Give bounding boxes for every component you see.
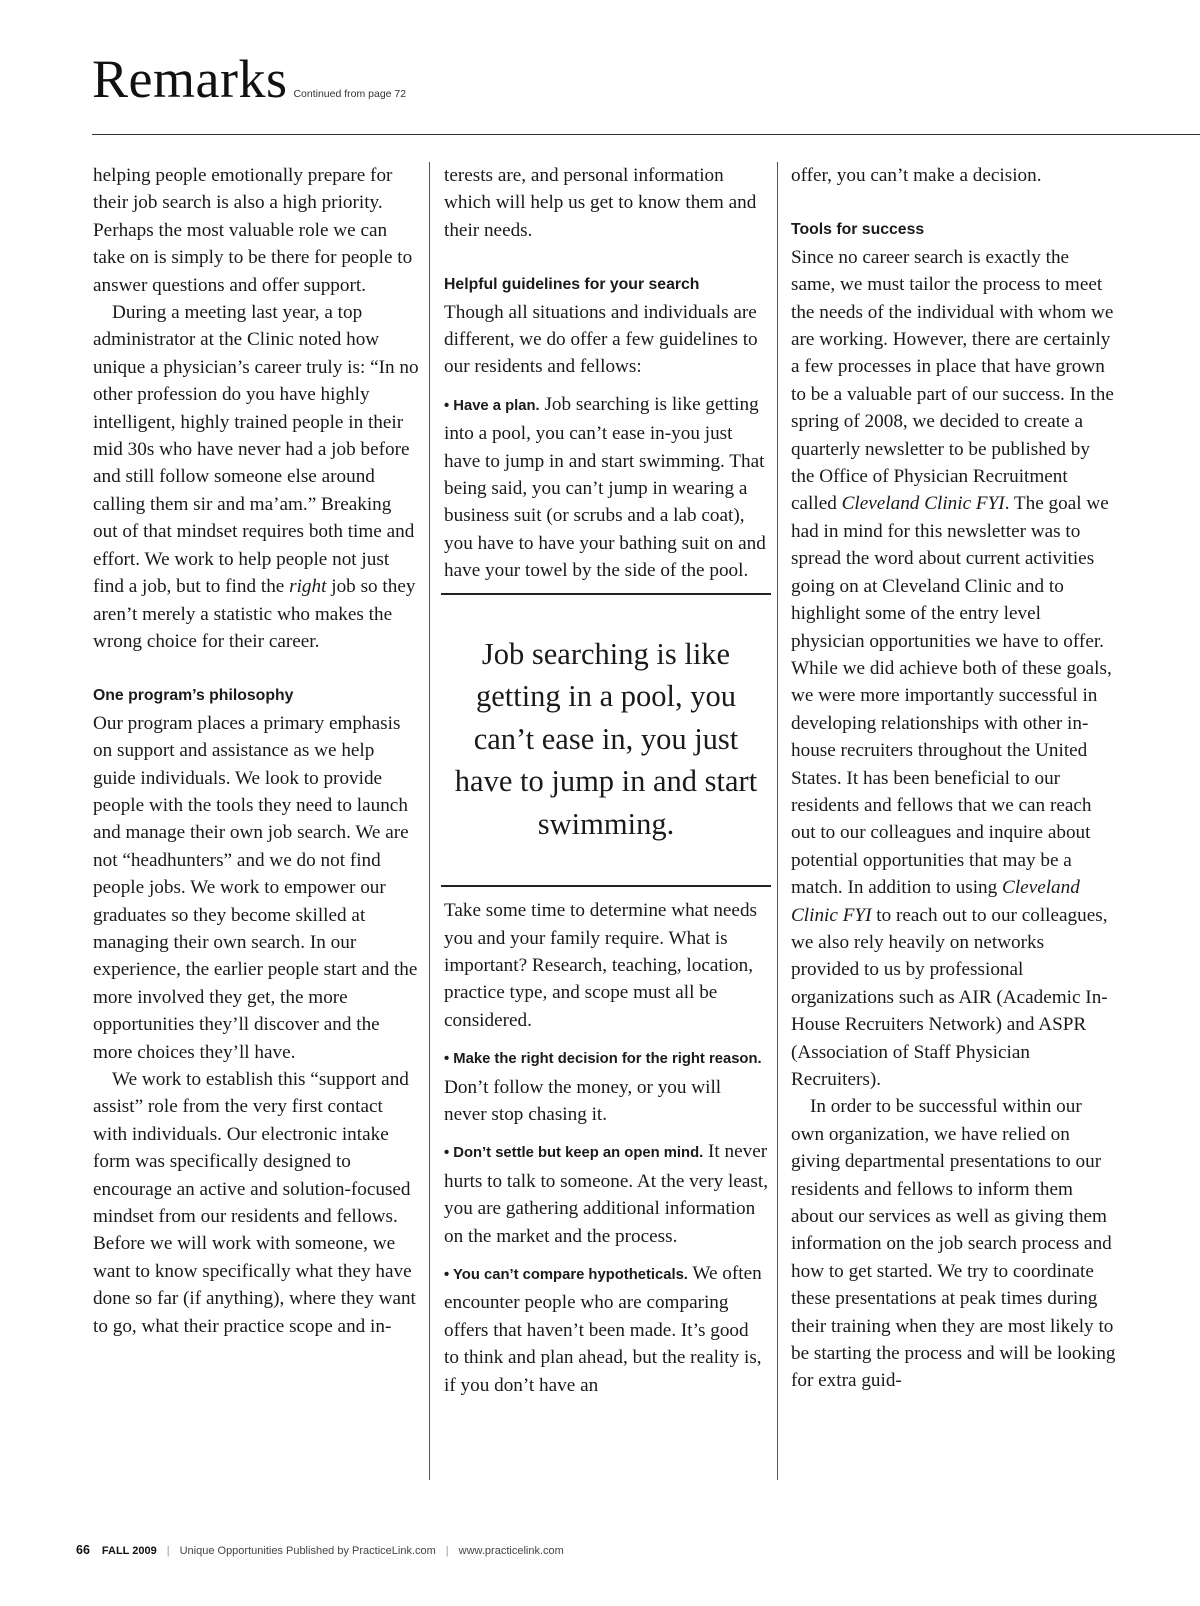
paragraph: Though all situations and individuals are different, we do offer a few guidelines to our residents and fellows: [444,301,758,378]
header-rule [92,134,1200,135]
column-3 [791,162,1117,1395]
paragraph: We work to establish this “support and assist” role from the very first contact with individuals. Our electronic intake form was specifically designed to encourage an active and solution-focused mindset from our residents and fellows. Before we will work with someone, we want to know specifically what they have done so far (if anything), where they want to go, what their practice scope and in- [93,1069,416,1337]
page-footer [76,1543,564,1557]
paragraph: In order to be successful within our own organization, we have relied on giving departmental presentations to our residents and fellows to inform them about our services as well as giving them information on the job search process and how to get started. We try to coordinate these presentations at peak times during their training when they are most likely to be starting the process and will be looking for extra guid- [791,1096,1116,1392]
pullquote-rule-bottom [441,885,771,887]
publisher-text: Unique Opportunities Published by PracticeLink.com [179,1545,436,1557]
column-divider-1 [429,162,430,1480]
subheading-program-philosophy: One program’s philosophy [93,687,294,705]
footer-separator: | [445,1545,449,1557]
paragraph: helping people emotionally prepare for their job search is also a high priority. Perhaps the most valuable role we can take on is simply to be there for people to answer questions and offer support. [93,165,413,296]
bullet-open-mind: • Don’t settle but keep an open mind. It never hurts to talk to someone. At the very least, you are gathering additional information on the market and the process. [444,1141,768,1247]
page-number: 66 [76,1543,90,1557]
bullet-have-a-plan: • Have a plan. Job searching is like getting into a pool, you can’t ease in-you just have to jump in and start swimming. That being said, you can’t jump in wearing a business suit (or scrubs and a lab coat), you have to have your bathing suit on and have your towel by the side of the pool. [444,393,766,582]
paragraph: Take some time to determine what needs you and your family require. What is important? Research, teaching, location, practice type, and scope must all be considered. [444,900,758,1031]
continued-note: Continued from page 72 [293,88,407,100]
footer-url: www.practicelink.com [458,1545,564,1557]
issue-season: FALL 2009 [101,1545,157,1557]
column-1 [93,162,419,1340]
bullet-hypotheticals: • You can’t compare hypotheticals. We often encounter people who are comparing offers that haven’t been made. It’s good to think and plan ahead, but the reality is, if you don’t have an [444,1263,762,1396]
paragraph: terests are, and personal information which will help us get to know them and their needs. [444,165,757,241]
section-title: Remarks [92,49,288,109]
column-2 [444,162,768,1399]
column-divider-2 [777,162,778,1480]
paragraph: Since no career search is exactly the same, we must tailor the process to meet the needs of the individual with whom we are working. However, there are certainly a few processes in place that have grown to be a valuable part of our success. In the spring of 2008, we decided to create a quarterly newsletter to be published by the Office of Physician Recruitment called Cleveland Clinic FYI. The goal we had in mind for this newsletter was to spread the word about current activities going on at Cleveland Clinic and to highlight some of the entry level physician opportunities we have to offer. While we did achieve both of these goals, we were more importantly successful in developing relationships with other in-house recruiters throughout the United States. It has been beneficial to our residents and fellows that we can reach out to our colleagues and inquire about potential opportunities that may be a match. In addition to using Cleveland Clinic FYI to reach out to our colleagues, we also rely heavily on networks provided to us by professional organizations such as AIR (Academic In-House Recruiters Network) and ASPR (Association of Staff Physician Recruiters). [791,246,1114,1090]
paragraph: offer, you can’t make a decision. [791,165,1042,186]
paragraph: During a meeting last year, a top administrator at the Clinic noted how unique a physician’s career truly is: “In no other profession do you have highly intelligent, highly trained people in their mid 30s who have never had a job before and still follow someone else around calling them sir and ma’am.” Breaking out of that mindset requires both time and effort. We work to help people not just find a job, but to find the right job so they aren’t merely a statistic who makes the wrong choice for their career. [93,302,419,652]
page-header [92,49,407,109]
pull-quote: Job searching is like getting in a pool, you can’t ease in, you just have to jump in and start swimming. [454,636,758,841]
footer-separator: | [166,1545,170,1557]
bullet-right-decision: • Make the right decision for the right reason. Don’t follow the money, or you will never stop chasing it. [444,1051,762,1126]
subheading-guidelines: Helpful guidelines for your search [444,276,700,294]
subheading-tools-for-success: Tools for success [791,221,925,239]
paragraph: Our program places a primary emphasis on support and assistance as we help guide individuals. We look to provide people with the tools they need to launch and manage their own job search. We are not “headhunters” and we do not find people jobs. We work to empower our graduates so they become skilled at managing their own search. In our experience, the earlier people start and the more involved they get, the more opportunities they’ll discover and the more choices they’ll have. [93,712,418,1063]
